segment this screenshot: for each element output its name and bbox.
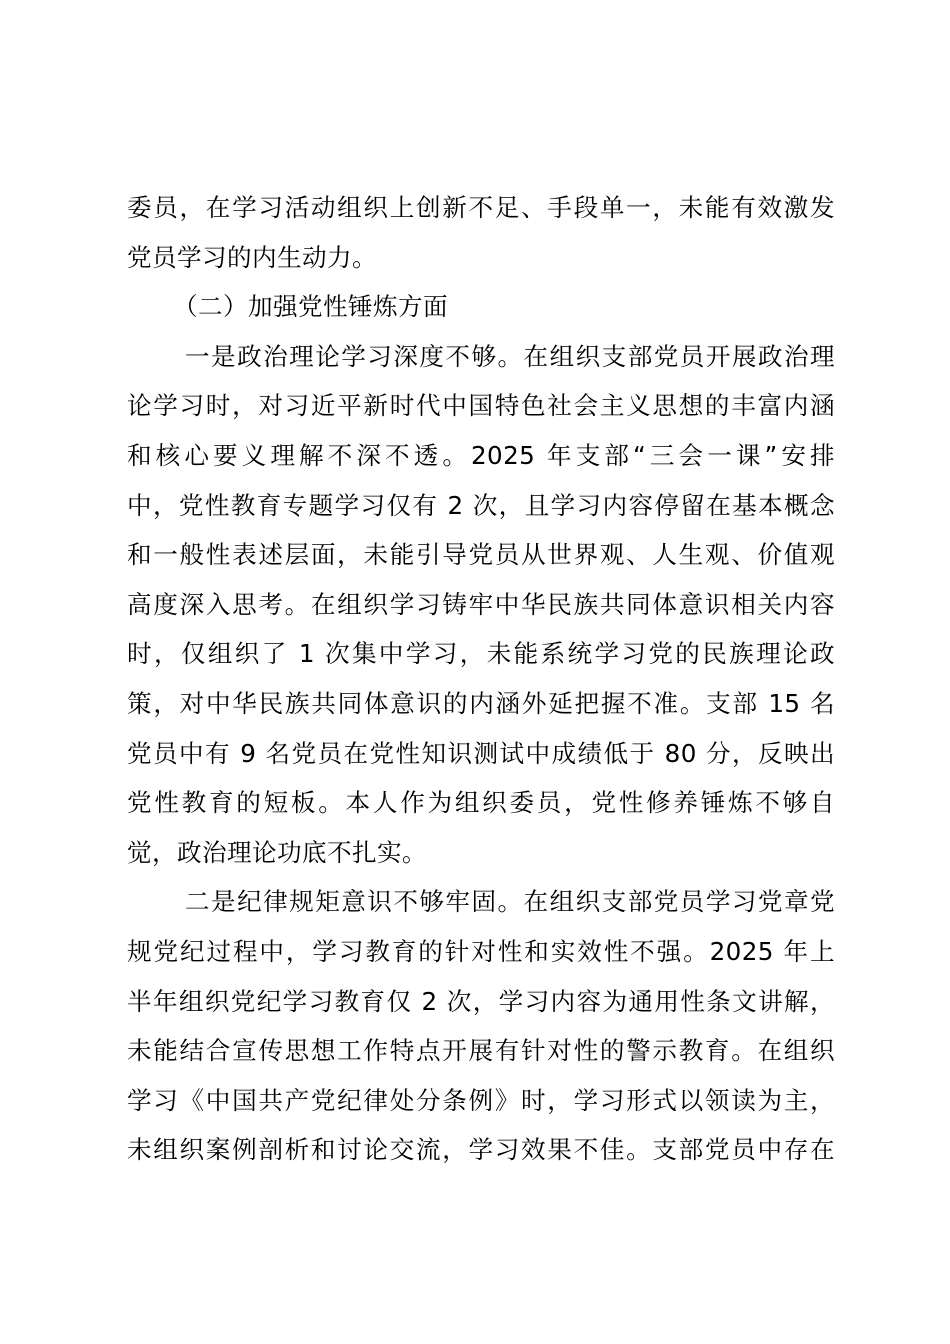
text-line: 和核心要义理解不深不透。2025 年支部“三会一课”安排 [127, 440, 835, 470]
text-line: 党员学习的内生动力。 [127, 242, 377, 272]
paragraph-discipline [127, 877, 835, 1175]
text-line: 规党纪过程中，学习教育的针对性和实效性不强。2025 年上 [127, 936, 835, 966]
text-line: 中，党性教育专题学习仅有 2 次，且学习内容停留在基本概念 [127, 490, 835, 520]
text-line: 未能结合宣传思想工作特点开展有针对性的警示教育。在组织 [127, 1036, 835, 1066]
text-line: 策，对中华民族共同体意识的内涵外延把握不准。支部 15 名 [127, 688, 835, 718]
text-line: 和一般性表述层面，未能引导党员从世界观、人生观、价值观 [127, 540, 835, 570]
section-heading-text: （二）加强党性锤炼方面 [173, 292, 448, 322]
section-heading [127, 282, 835, 332]
paragraph-continuation [127, 183, 835, 282]
text-line: 觉，政治理论功底不扎实。 [127, 837, 427, 867]
text-line: 党性教育的短板。本人作为组织委员，党性修养锤炼不够自 [127, 788, 835, 818]
text-line: 二是纪律规矩意识不够牢固。在组织支部党员学习党章党 [185, 887, 835, 917]
text-line: 一是政治理论学习深度不够。在组织支部党员开展政治理 [185, 341, 835, 371]
text-line: 未组织案例剖析和讨论交流，学习效果不佳。支部党员中存在 [127, 1135, 835, 1165]
text-line: 委员，在学习活动组织上创新不足、手段单一，未能有效激发 [127, 193, 835, 222]
document-page [127, 183, 835, 1175]
text-line: 论学习时，对习近平新时代中国特色社会主义思想的丰富内涵 [127, 391, 835, 421]
paragraph-political-theory [127, 332, 835, 878]
text-line: 时，仅组织了 1 次集中学习，未能系统学习党的民族理论政 [127, 639, 835, 669]
text-line: 党员中有 9 名党员在党性知识测试中成绩低于 80 分，反映出 [127, 738, 835, 768]
text-line: 学习《中国共产党纪律处分条例》时，学习形式以领读为主， [127, 1085, 835, 1115]
text-line: 半年组织党纪学习教育仅 2 次，学习内容为通用性条文讲解， [127, 986, 835, 1016]
text-line: 高度深入思考。在组织学习铸牢中华民族共同体意识相关内容 [127, 589, 835, 619]
